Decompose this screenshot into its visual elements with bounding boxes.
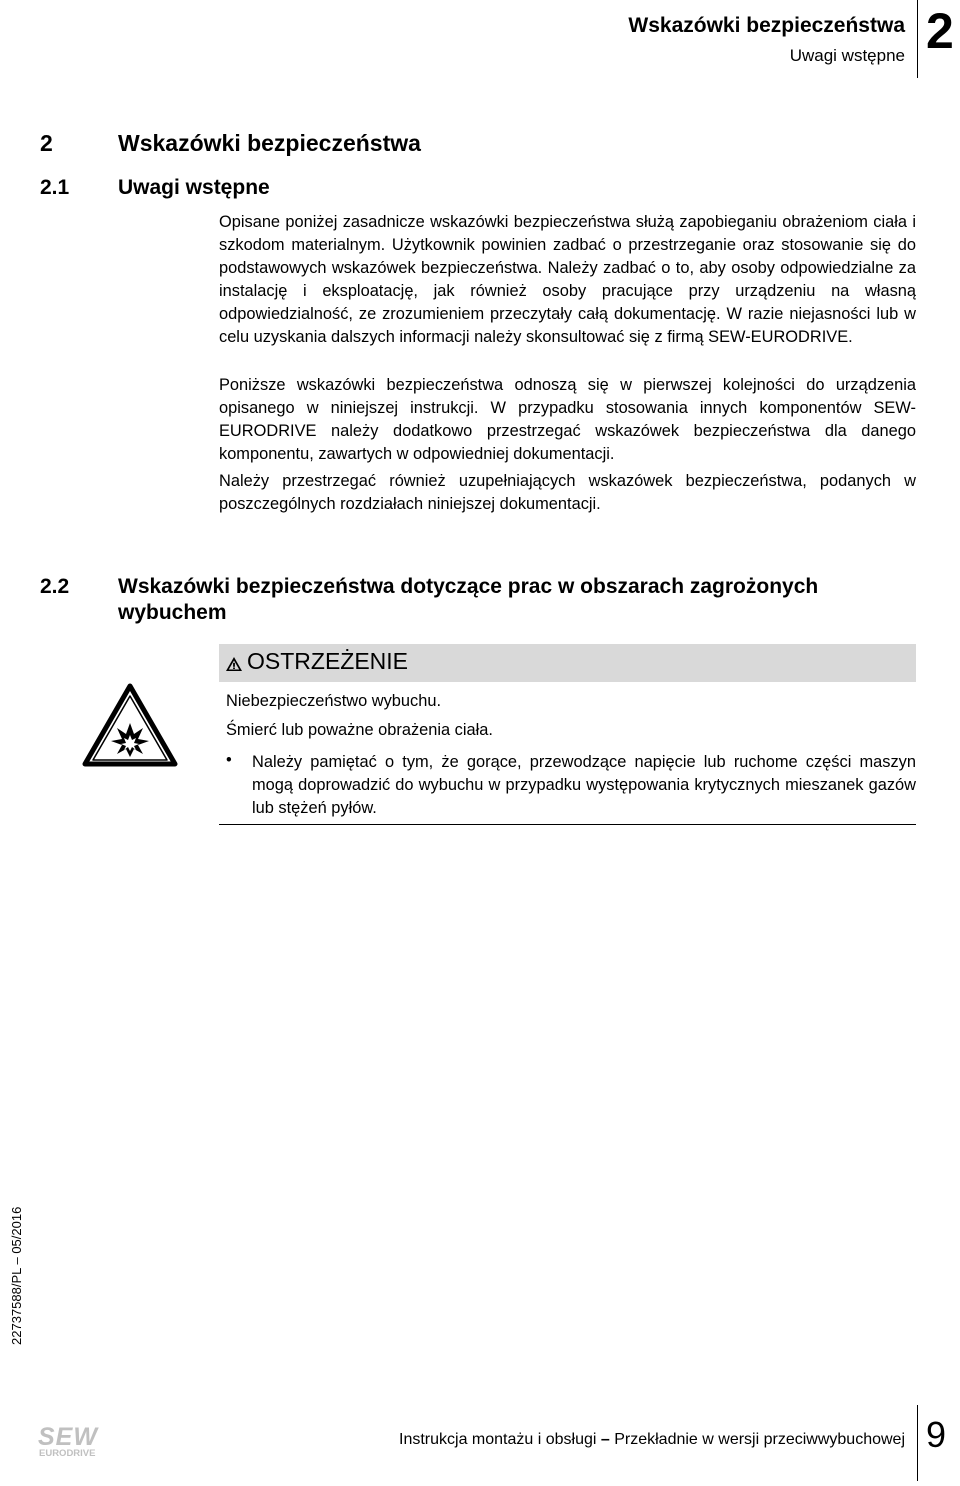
explosion-warning-icon xyxy=(82,683,178,767)
warning-triangle-icon xyxy=(225,656,243,672)
subsection-number: 2.2 xyxy=(40,575,70,598)
footer-divider xyxy=(917,1405,918,1481)
page-number: 9 xyxy=(926,1414,947,1455)
warning-measure-text: Należy pamiętać o tym, że gorące, przewodzące napięcie lub ruchome części maszyn mogą doprowadzić do wybuchu w przypadku występowania krytycznych mieszanek gazów lub stężeń pyłów. xyxy=(252,753,916,817)
footer-dash: – xyxy=(600,1431,610,1448)
warning-bottom-rule xyxy=(219,824,916,825)
warning-consequence-text: Śmierć lub poważne obrażenia ciała. xyxy=(226,721,493,739)
bullet-marker: • xyxy=(226,751,232,769)
footer-text-part-1: Instrukcja montażu i obsługi xyxy=(399,1431,601,1448)
chapter-number: 2 xyxy=(926,3,954,59)
subsection-title: Uwagi wstępne xyxy=(118,176,270,199)
document-id: 22737588/PL – 05/2016 xyxy=(9,1206,24,1345)
warning-signal-word: OSTRZEŻENIE xyxy=(247,648,409,674)
section-title: Wskazówki bezpieczeństwa xyxy=(118,130,421,156)
paragraph-additional: Należy przestrzegać również uzupełniających wskazówek bezpieczeństwa, podanych w poszczególnych rozdziałach niniejszej dokumentacji. xyxy=(219,472,916,513)
subsection-title-line-2: wybuchem xyxy=(118,601,227,624)
paragraph-intro: Opisane poniżej zasadnicze wskazówki bezpieczeństwa służą zapobieganiu obrażeniom ciała i szkodom materialnym. Użytkownik powinien zadbać o przestrzeganie oraz stosowanie się do podstawowych wskazówek bezpieczeństwa. Należy zadbać o to, aby osoby odpowiedzialne za instalację i eksploatację, jak również osoby pracujące przy urządzeniu na własną odpowiedzialność, ze zrozumieniem przeczytały całą dokumentację. W razie niejasności lub w celu uzyskania dalszych informacji należy skonsultować się z firmą SEW-EURODRIVE. xyxy=(219,213,916,346)
subsection-heading-2-2 xyxy=(40,575,916,629)
running-header-title: Wskazówki bezpieczeństwa xyxy=(628,14,905,37)
logo-top-text: SEW xyxy=(38,1423,98,1451)
subsection-heading-2-1 xyxy=(40,176,540,204)
sew-eurodrive-logo xyxy=(37,1423,115,1459)
paragraph-scope: Poniższe wskazówki bezpieczeństwa odnoszą się w pierwszej kolejności do urządzenia opisanego w niniejszej instrukcji. W przypadku stosowania innych komponentów SEW-EURODRIVE należy dodatkowo przestrzegać wskazówek bezpieczeństwa dla danego komponentu, zawartych w odpowiedniej dokumentacji. xyxy=(219,376,916,463)
running-header-subtitle: Uwagi wstępne xyxy=(789,46,905,65)
logo-bottom-text: EURODRIVE xyxy=(39,1448,96,1459)
section-heading xyxy=(40,130,540,160)
warning-header-bar xyxy=(219,644,916,682)
footer-text-part-2: Przekładnie w wersji przeciwwybuchowej xyxy=(609,1431,905,1448)
footer-document-title xyxy=(399,1431,905,1449)
header-divider xyxy=(917,0,918,78)
subsection-number: 2.1 xyxy=(40,176,70,199)
warning-hazard-text: Niebezpieczeństwo wybuchu. xyxy=(226,692,442,710)
subsection-title-line-1: Wskazówki bezpieczeństwa dotyczące prac w obszarach zagrożonych xyxy=(118,575,819,598)
section-number: 2 xyxy=(40,130,53,156)
